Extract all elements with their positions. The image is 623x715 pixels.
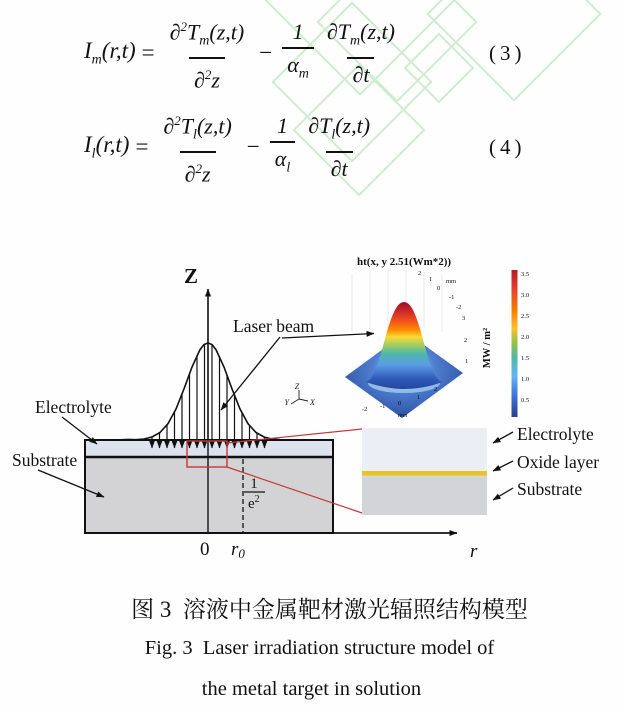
substrate-right-arrow xyxy=(493,488,513,500)
eq3-fraction-2: $\frac{1}{\alpha_m}$ xyxy=(282,16,314,89)
svg-text:1.5: 1.5 xyxy=(521,355,530,362)
svg-text:1: 1 xyxy=(429,276,433,283)
svg-text:0: 0 xyxy=(398,400,402,407)
layer-inset xyxy=(362,428,487,515)
plot3d-colorbar xyxy=(512,270,518,417)
z-axis-label: Z xyxy=(184,264,199,288)
r-axis-label: r xyxy=(470,541,478,562)
svg-text:-1: -1 xyxy=(449,294,455,301)
eq3-minus: − xyxy=(259,40,273,65)
svg-text:-2: -2 xyxy=(456,304,462,311)
oxide-layer-label: Oxide layer xyxy=(517,452,600,472)
target-box xyxy=(85,440,333,533)
substrate-right-label: Substrate xyxy=(517,479,583,499)
electrolyte-right-arrow xyxy=(493,432,513,443)
eq4-fraction-3: $\frac{\partial T_l(z,t)}{\partial t}$ xyxy=(303,110,375,183)
equation-4-number: (4) xyxy=(489,135,526,159)
eq4-minus: − xyxy=(246,134,260,159)
caption-english-line1: Fig. 3 Laser irradiation structure model of xyxy=(144,637,495,659)
eq4-fraction-2: $\frac{1}{\alpha_l}$ xyxy=(270,110,295,183)
svg-text:-1: -1 xyxy=(380,403,386,410)
svg-text:0: 0 xyxy=(437,285,441,292)
eq3-fraction-3: $\frac{\partial T_m(z,t)}{\partial t}$ xyxy=(322,16,400,89)
svg-text:2: 2 xyxy=(418,270,422,277)
axis-triad-icon xyxy=(285,382,316,407)
eq4-lhs: $I_l(r,t)$ xyxy=(84,131,130,162)
eq4-equals: = xyxy=(135,134,149,159)
laser-beam-pointer xyxy=(221,337,280,410)
laser-beam-label: Laser beam xyxy=(233,316,315,336)
electrolyte-left-arrow xyxy=(62,417,97,444)
eq3-equals: = xyxy=(141,40,155,65)
substrate-left-label: Substrate xyxy=(12,450,78,470)
plot3d-title: ht(x, y 2.51(Wm*2)) xyxy=(357,256,452,268)
svg-text:1.0: 1.0 xyxy=(521,376,530,383)
svg-text:-2: -2 xyxy=(362,406,368,413)
eq3-lhs: $I_m(r,t)$ xyxy=(84,37,136,68)
caption-english-line2: the metal target in solution xyxy=(201,678,422,700)
svg-text:0.5: 0.5 xyxy=(521,397,530,404)
svg-text:2: 2 xyxy=(434,386,438,393)
svg-text:Y: Y xyxy=(284,398,289,407)
equation-4 xyxy=(84,94,379,200)
svg-text:mm: mm xyxy=(446,278,457,285)
equation-3 xyxy=(84,0,404,106)
svg-text:2.0: 2.0 xyxy=(521,334,530,341)
plot3d-gaussian-peak xyxy=(366,302,442,389)
svg-text:mm: mm xyxy=(398,412,408,419)
svg-text:e2: $e^2$ xyxy=(248,494,260,512)
svg-text:1: 1 xyxy=(417,394,421,401)
plot3d-colorbar-label: MW / m² xyxy=(482,327,493,369)
eq3-fraction-1: $\frac{\partial^2T_m(z,t)}{\partial^2z}$ xyxy=(165,11,250,95)
svg-text:X: X xyxy=(310,398,315,407)
inset-electrolyte xyxy=(362,428,487,472)
r0-label: r0 xyxy=(231,539,245,561)
electrolyte-left-label: Electrolyte xyxy=(35,397,112,417)
svg-text:1: 1 xyxy=(465,358,469,365)
svg-text:3.0: 3.0 xyxy=(521,292,530,299)
svg-text:2.5: 2.5 xyxy=(521,313,530,320)
figure-diagram xyxy=(0,250,623,562)
svg-text:1: 1 xyxy=(250,476,258,492)
surface-plot-3d xyxy=(345,256,529,419)
inset-oxide-layer xyxy=(362,471,487,476)
origin-label: 0 xyxy=(200,539,210,560)
electrolyte-right-label: Electrolyte xyxy=(517,424,594,444)
plot3d-colorbar-ticks xyxy=(521,271,529,404)
svg-text:3.5: 3.5 xyxy=(521,271,530,278)
substrate-block xyxy=(85,457,333,533)
svg-text:3: 3 xyxy=(462,315,466,322)
svg-text:2: 2 xyxy=(464,337,468,344)
inset-substrate xyxy=(362,476,487,516)
caption-chinese: 图 3 溶液中金属靶材激光辐照结构模型 xyxy=(131,597,528,622)
eq4-fraction-1: $\frac{\partial^2T_l(z,t)}{\partial^2z}$ xyxy=(158,105,236,189)
svg-text:Z: Z xyxy=(294,382,300,391)
electrolyte-layer xyxy=(85,440,333,457)
oxide-layer-arrow xyxy=(493,461,513,471)
equation-3-number: (3) xyxy=(489,41,526,65)
